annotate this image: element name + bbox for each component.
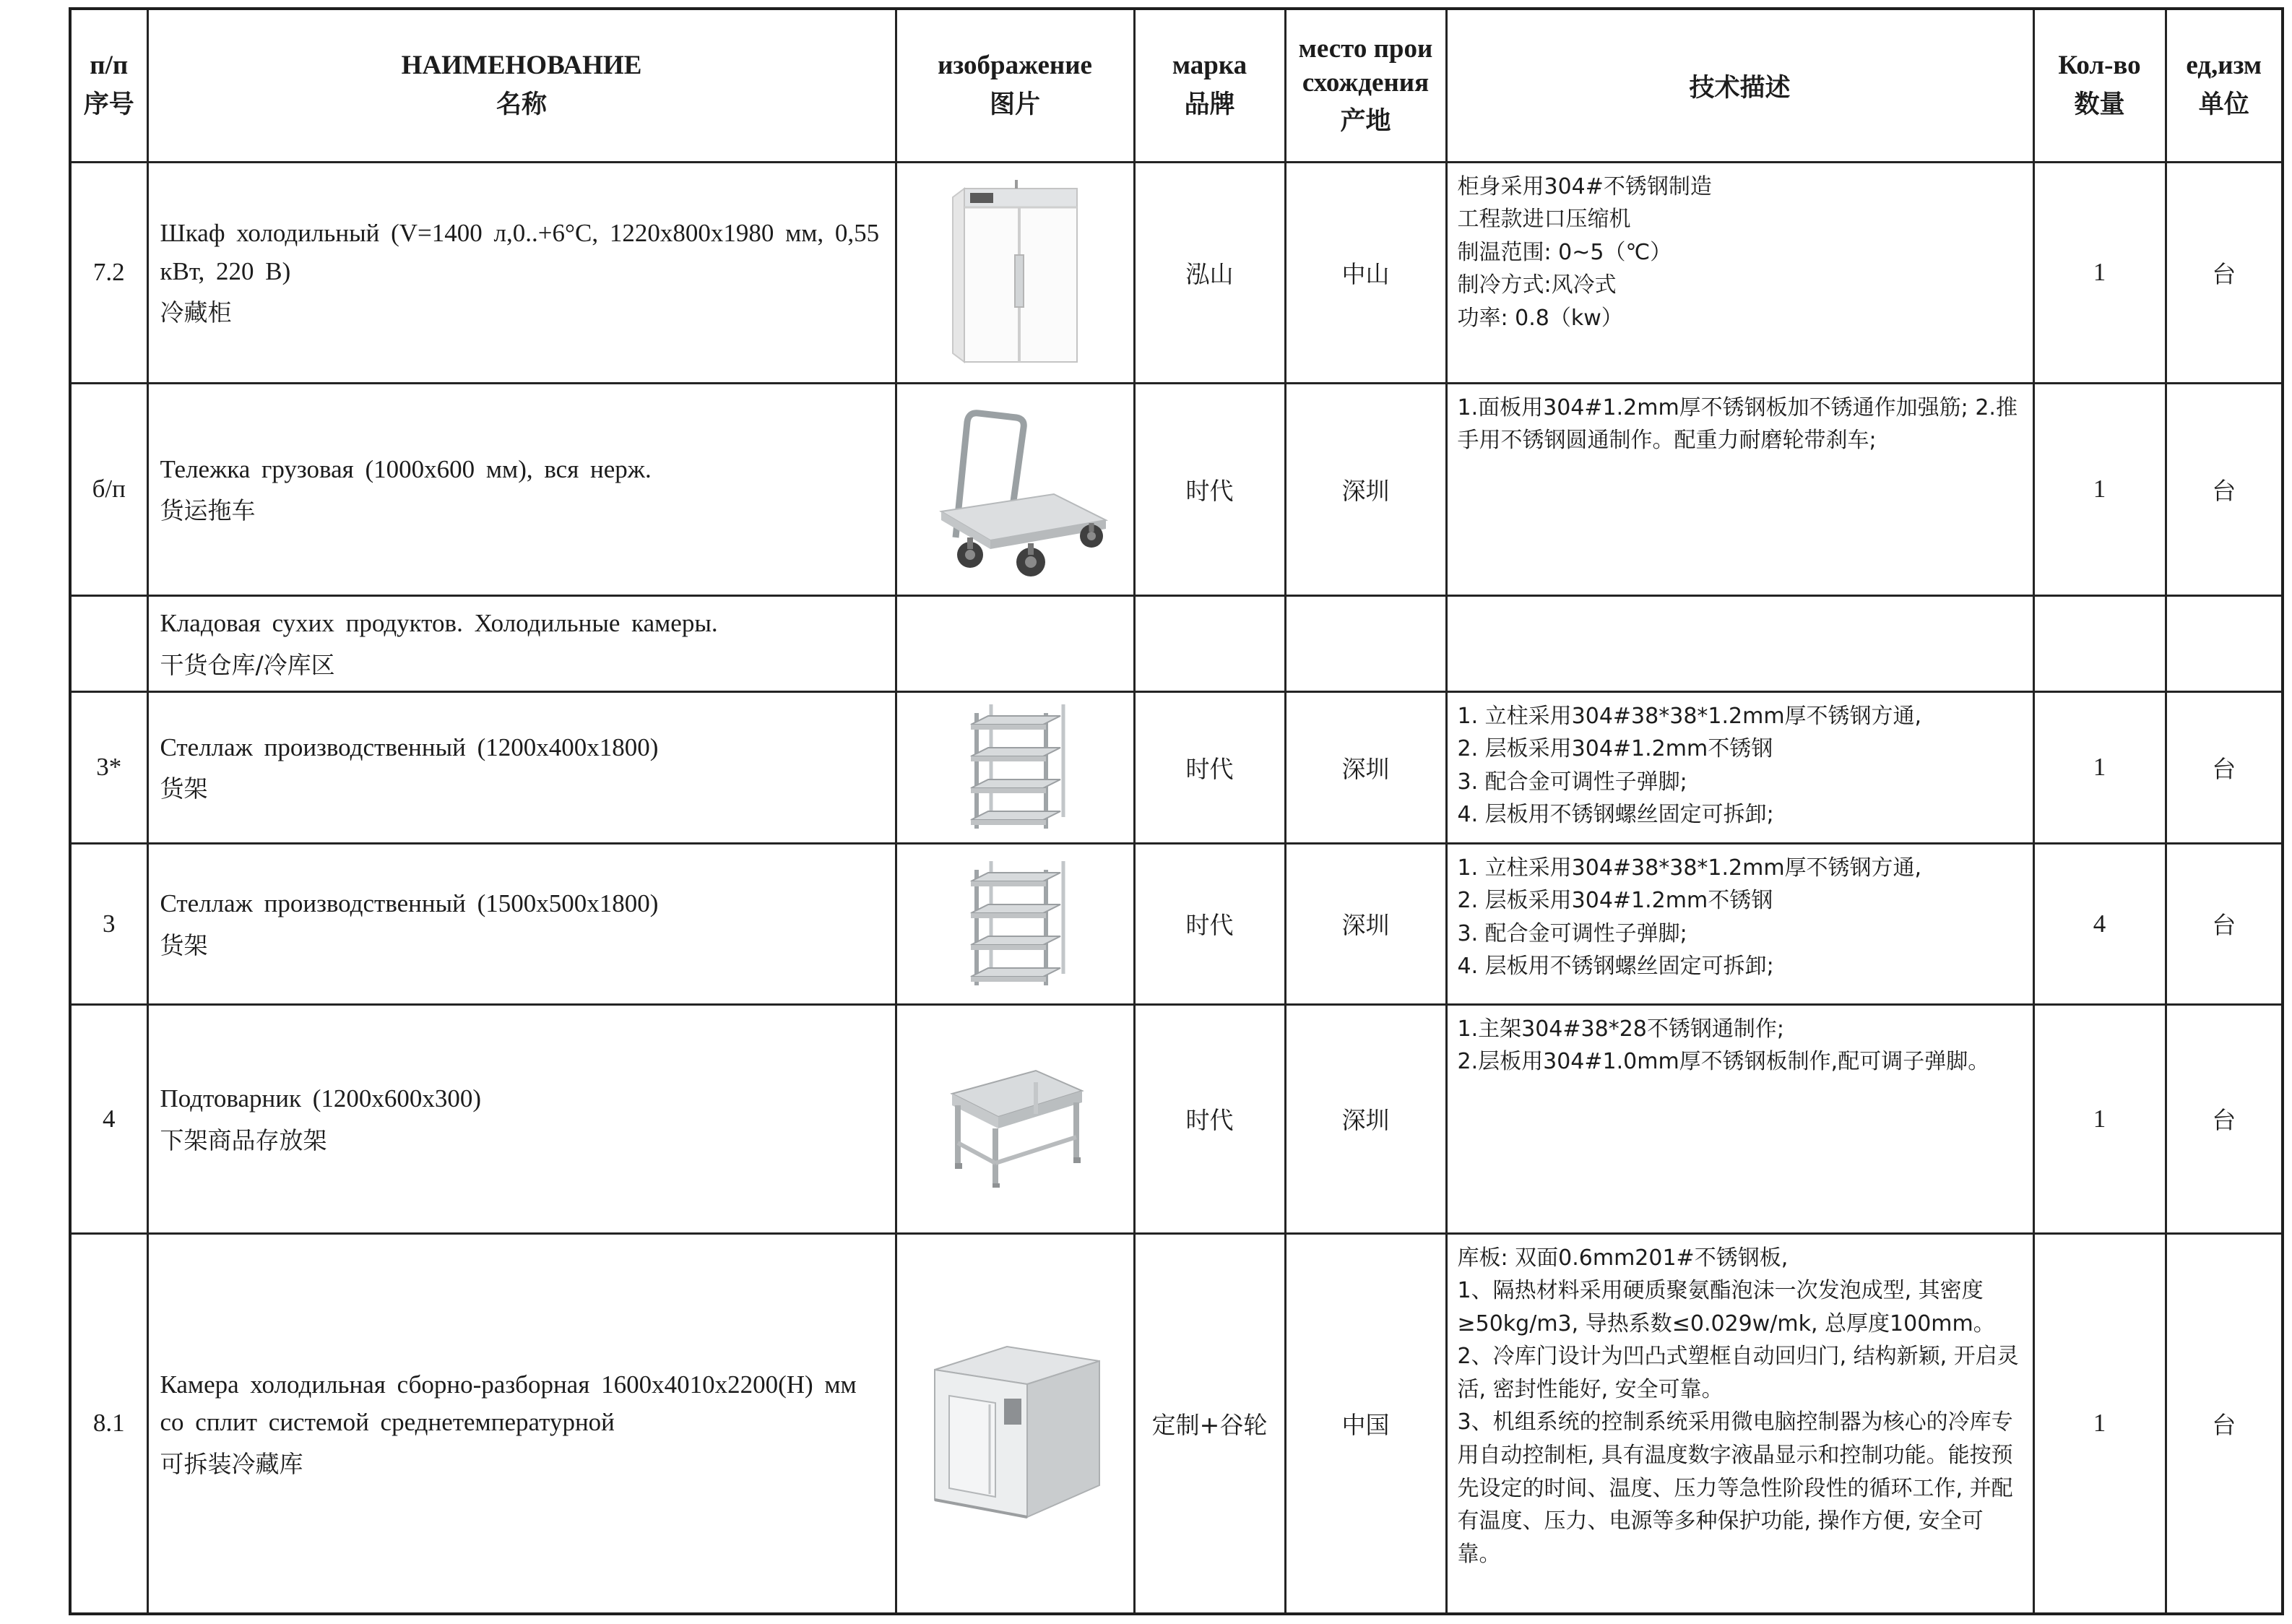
item-name-ru: Тележка грузовая (1000x600 мм), вся нерж. [160, 454, 652, 483]
tech-line: 柜身采用304#不锈钢制造 [1457, 173, 1712, 199]
item-brand: 时代 [1134, 383, 1285, 595]
item-quantity: 1 [2033, 691, 2166, 843]
header-brand [1134, 9, 1285, 162]
item-origin: 深圳 [1285, 691, 1446, 843]
tech-line: 2.层板用304#1.0mm厚不锈钢板制作,配可调子弹脚。 [1457, 1049, 1990, 1075]
table-row [70, 1004, 2283, 1233]
item-unit: 台 [2166, 843, 2283, 1004]
header-name-zh: 名称 [496, 90, 547, 119]
tech-line: 功率: 0.8（kw） [1457, 305, 1623, 331]
header-brand-ru: марка [1172, 51, 1247, 81]
item-unit: 台 [2166, 1004, 2283, 1233]
item-name-cell [147, 1233, 896, 1614]
item-number: 3 [70, 843, 147, 1004]
under-shelf-stand-image [932, 1050, 1098, 1188]
item-origin: 深圳 [1285, 843, 1446, 1004]
tech-line: 4. 层板用不锈钢螺丝固定可拆卸; [1457, 954, 1774, 980]
tech-line: 3. 配合金可调性子弹脚; [1457, 769, 1687, 795]
item-name-ru: Стеллаж производственный (1500x500x1800) [160, 889, 659, 918]
header-origin-ru: место прои схождения [1298, 34, 1433, 98]
tech-line: 1. 立柱采用304#38*38*1.2mm厚不锈钢方通, [1457, 855, 1922, 881]
tech-line: 库板: 双面0.6mm201#不锈钢板, [1457, 1245, 1789, 1271]
item-tech-description [1446, 843, 2033, 1004]
item-quantity [2033, 595, 2166, 691]
tech-line: 3. 配合金可调性子弹脚; [1457, 920, 1687, 946]
table-row [70, 1233, 2283, 1614]
item-image-cell [896, 595, 1134, 691]
table-row [70, 162, 2283, 383]
item-unit [2166, 595, 2283, 691]
header-image-ru: изображение [938, 51, 1092, 81]
table-row [70, 691, 2283, 843]
section-row [70, 595, 2283, 691]
item-number: 4 [70, 1004, 147, 1233]
header-unit-ru: ед,изм [2186, 51, 2262, 81]
header-brand-zh: 品牌 [1184, 90, 1235, 119]
item-brand [1134, 595, 1285, 691]
tech-line: 1、隔热材料采用硬质聚氨酯泡沫一次发泡成型, 其密度≥50kg/m3, 导热系数≤0.029w/mk, 总厚度100mm。 [1457, 1278, 1995, 1336]
header-quantity-zh: 数量 [2074, 90, 2125, 119]
item-name-zh: 货架 [160, 930, 208, 959]
item-quantity: 1 [2033, 1233, 2166, 1614]
item-quantity: 4 [2033, 843, 2166, 1004]
item-name-ru: Подтоварник (1200x600x300) [160, 1084, 482, 1113]
header-quantity [2033, 9, 2166, 162]
header-name [147, 9, 896, 162]
item-number: 7.2 [70, 162, 147, 383]
tech-line: 2. 层板采用304#1.2mm不锈钢 [1457, 736, 1773, 762]
header-row [70, 9, 2283, 162]
platform-trolley-image [907, 399, 1123, 579]
item-image-cell [896, 383, 1134, 595]
item-quantity: 1 [2033, 383, 2166, 595]
tech-line: 2、冷库门设计为凹凸式塑框自动回归门, 结构新颖, 开启灵活, 密封性能好, 安全可靠。 [1457, 1344, 2019, 1402]
item-image-cell [896, 691, 1134, 843]
item-tech-description [1446, 691, 2033, 843]
item-number: 8.1 [70, 1233, 147, 1614]
header-image-zh: 图片 [989, 90, 1040, 119]
section-title-ru: Кладовая сухих продуктов. Холодильные камеры. [160, 609, 718, 638]
item-brand: 定制+谷轮 [1134, 1233, 1285, 1614]
section-title-zh: 干货仓库/冷库区 [160, 650, 335, 679]
equipment-spec-table [69, 7, 2284, 1615]
item-brand: 泓山 [1134, 162, 1285, 383]
table-row [70, 843, 2283, 1004]
header-tech-zh: 技术描述 [1689, 73, 1791, 103]
item-origin: 中国 [1285, 1233, 1446, 1614]
header-origin-zh: 产地 [1340, 106, 1391, 136]
header-item-number [70, 9, 147, 162]
item-origin: 深圳 [1285, 383, 1446, 595]
shelving-rack-image [953, 699, 1076, 836]
item-brand: 时代 [1134, 1004, 1285, 1233]
item-quantity: 1 [2033, 162, 2166, 383]
item-brand: 时代 [1134, 691, 1285, 843]
item-brand: 时代 [1134, 843, 1285, 1004]
item-number: б/п [70, 383, 147, 595]
item-unit: 台 [2166, 691, 2283, 843]
tech-line: 1. 立柱采用304#38*38*1.2mm厚不锈钢方通, [1457, 703, 1922, 729]
tech-line: 4. 层板用不锈钢螺丝固定可拆卸; [1457, 802, 1774, 828]
header-tech [1446, 9, 2033, 162]
item-tech-description [1446, 1004, 2033, 1233]
item-image-cell [896, 843, 1134, 1004]
item-tech-description [1446, 1233, 2033, 1614]
item-name-zh: 冷藏柜 [160, 298, 232, 327]
tech-line: 2. 层板采用304#1.2mm不锈钢 [1457, 888, 1773, 914]
item-number [70, 595, 147, 691]
item-name-zh: 可拆装冷藏库 [160, 1449, 303, 1478]
item-image-cell [896, 1233, 1134, 1614]
header-unit [2166, 9, 2283, 162]
header-name-ru: НАИМЕНОВАНИЕ [401, 51, 642, 81]
tech-line: 3、机组系统的控制系统采用微电脑控制器为核心的冷库专用自动控制柜, 具有温度数字液晶显示和控制功能。能按预先设定的时间、温度、压力等急性阶段性的循环工作, 并配有温度、压力、电源等多种保护功能, 操作方便, 安全可靠。 [1457, 1409, 2013, 1567]
item-tech-description [1446, 595, 2033, 691]
item-name-cell [147, 691, 896, 843]
tech-line: 1.主架304#38*28不锈钢通制作; [1457, 1016, 1784, 1042]
tech-line: 制冷方式:风冷式 [1457, 272, 1617, 298]
item-name-ru: Стеллаж производственный (1200x400x1800) [160, 733, 659, 761]
item-name-zh: 货架 [160, 774, 208, 803]
header-image [896, 9, 1134, 162]
item-tech-description [1446, 383, 2033, 595]
item-unit: 台 [2166, 1233, 2283, 1614]
item-origin [1285, 595, 1446, 691]
header-origin [1285, 9, 1446, 162]
refrigerator-image [935, 171, 1094, 373]
item-name-cell [147, 1004, 896, 1233]
tech-line: 工程款进口压缩机 [1457, 207, 1631, 233]
item-name-cell [147, 843, 896, 1004]
shelving-rack-image [953, 855, 1076, 993]
item-name-cell [147, 162, 896, 383]
header-unit-zh: 单位 [2198, 90, 2249, 119]
header-quantity-ru: Кол-во [2058, 51, 2141, 81]
item-origin: 中山 [1285, 162, 1446, 383]
item-unit: 台 [2166, 162, 2283, 383]
item-name-ru: Шкаф холодильный (V=1400 л,0..+6°C, 1220x800x1980 мм, 0,55 кВт, 220 В) [160, 219, 880, 285]
cold-room-image [917, 1315, 1112, 1532]
item-image-cell [896, 162, 1134, 383]
item-image-cell [896, 1004, 1134, 1233]
item-name-ru: Камера холодильная сборно-разборная 1600x4010x2200(H) мм со сплит системой среднетемпературной [160, 1370, 857, 1437]
item-name-zh: 下架商品存放架 [160, 1126, 327, 1154]
item-name-cell [147, 383, 896, 595]
item-origin: 深圳 [1285, 1004, 1446, 1233]
header-item-number-zh: 序号 [83, 90, 134, 119]
item-tech-description [1446, 162, 2033, 383]
tech-line: 1.面板用304#1.2mm厚不锈钢板加不锈通作加强筋; 2.推手用不锈钢圆通制作。配重力耐磨轮带刹车; [1457, 394, 2018, 454]
tech-line: 制温范围: 0~5（℃） [1457, 239, 1672, 265]
item-name-zh: 货运拖车 [160, 496, 256, 525]
item-number: 3* [70, 691, 147, 843]
header-item-number-ru: п/п [90, 51, 129, 81]
table-row [70, 383, 2283, 595]
section-title-cell [147, 595, 896, 691]
item-quantity: 1 [2033, 1004, 2166, 1233]
item-unit: 台 [2166, 383, 2283, 595]
